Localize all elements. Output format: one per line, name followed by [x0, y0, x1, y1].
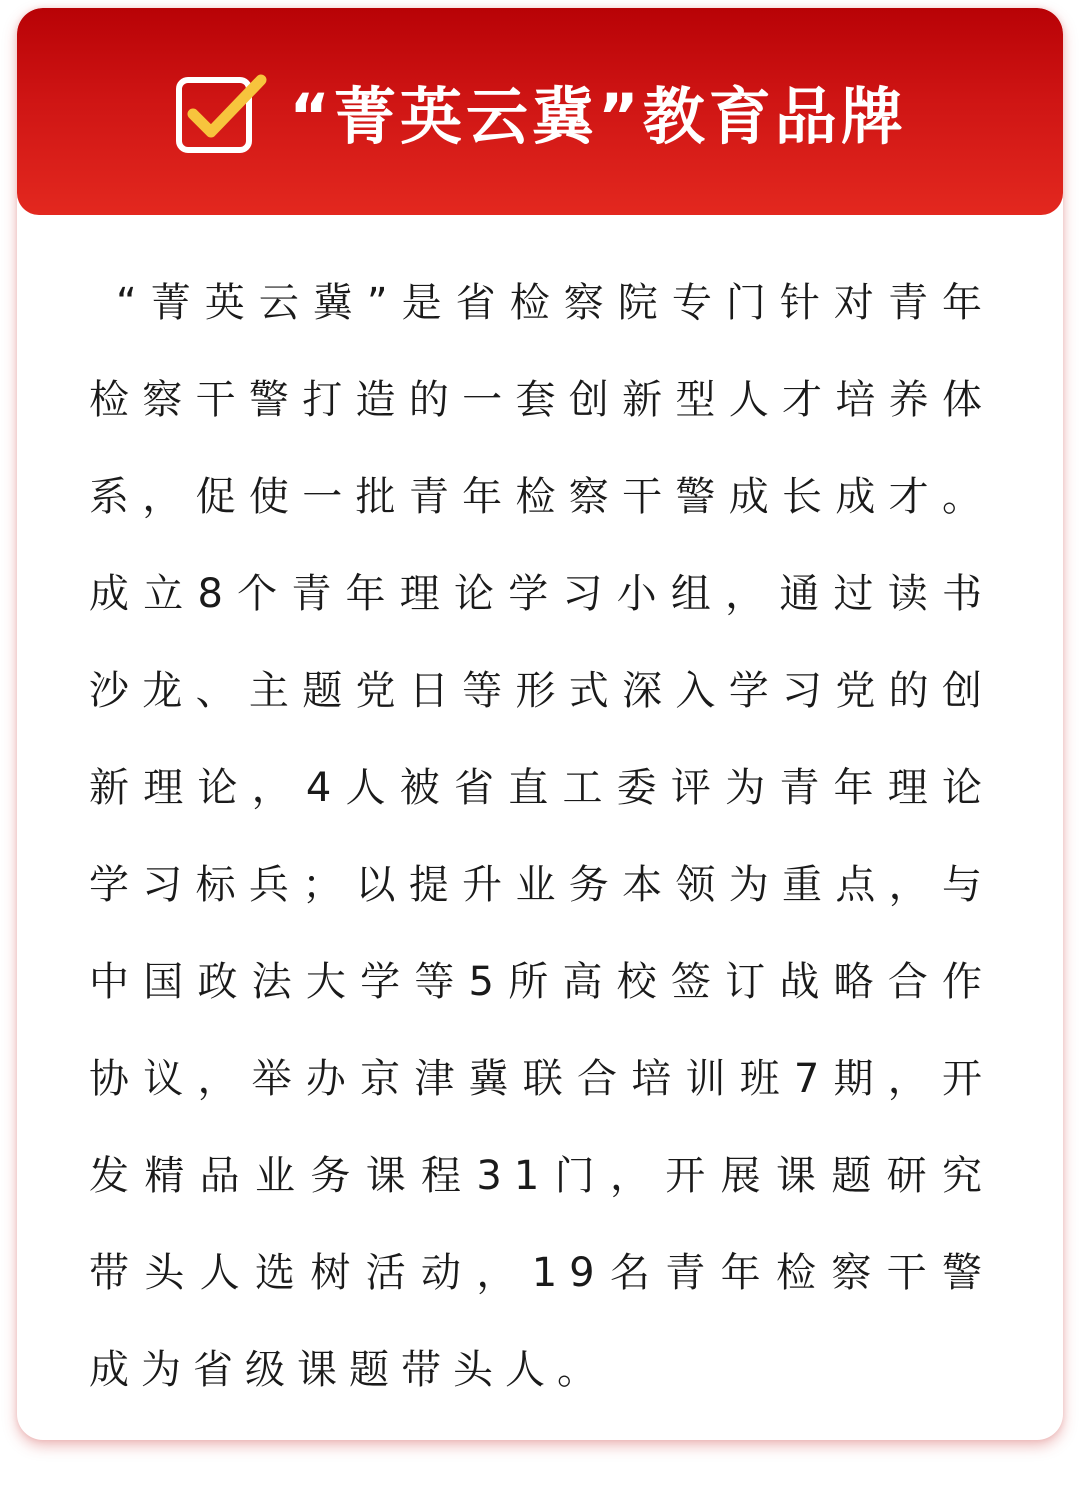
checkbox-icon	[173, 70, 269, 160]
title-row	[17, 8, 1063, 215]
content-card	[17, 8, 1063, 1440]
page-title: “菁英云冀”教育品牌	[289, 80, 907, 153]
body-paragraph: “菁英云冀”是省检察院专门针对青年检察干警打造的一套创新型人才培养体系，促使一批青年检察干警成长成才。成立8个青年理论学习小组，通过读书沙龙、主题党日等形式深入学习党的创新理论，4人被省直工委评为青年理论学习标兵；以提升业务本领为重点，与中国政法大学等5所高校签订战略合作协议，举办京津冀联合培训班7期，开发精品业务课程31门，开展课题研究带头人选树活动，19名青年检察干警成为省级课题带头人。	[89, 280, 994, 1393]
header-banner	[17, 8, 1063, 215]
